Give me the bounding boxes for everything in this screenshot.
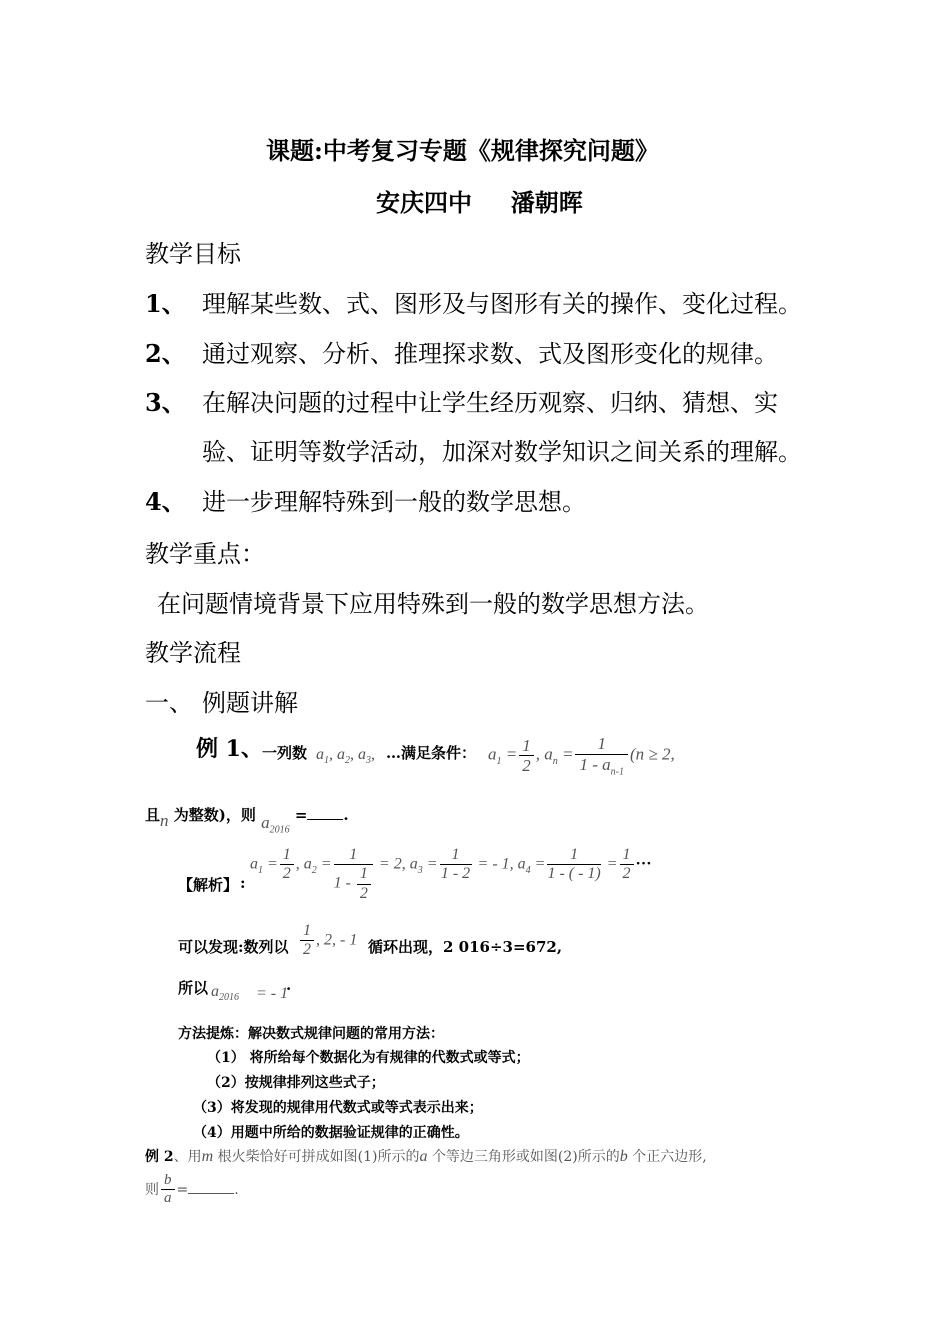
fraction: 1 1 - $\frac{1}{2}$ (334, 846, 373, 903)
fraction: $\frac{1}{2}$ (357, 865, 371, 903)
variable-a: a (419, 1148, 428, 1165)
goal-number: 4、 (145, 487, 186, 516)
tail-prefix: 且 (145, 806, 161, 824)
example1-intro: 一列数 (262, 744, 308, 762)
method-step: （4）用题中所给的数据验证规律的正确性。 (193, 1125, 469, 1141)
focus-text: 在问题情境背景下应用特殊到一般的数学思想方法。 (157, 590, 709, 618)
answer-blank (307, 819, 343, 820)
fraction: $\frac{1}{1 - ( - 1)}$ (547, 846, 601, 883)
find-prefix: 可以发现:数列以 (178, 938, 289, 956)
method-step: （2）按规律排列这些式子； (207, 1075, 385, 1091)
fraction-b-over-a: $\frac{b}{a}$ (161, 1172, 175, 1208)
fraction: $\frac{1}{2}$ (620, 846, 634, 884)
goal-number: 2、 (145, 339, 186, 368)
goal-text: 进一步理解特殊到一般的数学思想。 (202, 488, 586, 516)
section-number: 一、 (145, 689, 193, 717)
example2-text: 根火柴恰好可拼成如图(1)所示的 (217, 1149, 420, 1165)
goal-text: 通过观察、分析、推理探求数、式及图形变化的规律。 (202, 340, 778, 368)
example2-text: 、用 (173, 1149, 202, 1165)
variable-n: n (160, 811, 169, 830)
focus-heading: 教学重点： (145, 540, 265, 568)
example1-tail (145, 804, 349, 836)
flow-heading: 教学流程 (145, 639, 241, 667)
result-value: = - 1 (256, 985, 289, 1002)
example2-label: 例 2 (145, 1149, 174, 1165)
find-suffix: 循环出现，2 016÷3=672, (368, 938, 563, 956)
fraction: $\frac{1}{2}$ (300, 922, 314, 960)
method-title: 方法提炼：解决数式规律问题的常用方法： (178, 1026, 444, 1042)
goal-text: 理解某些数、式、图形及与图形有关的操作、变化过程。 (202, 290, 802, 318)
example2-question (145, 1172, 239, 1208)
example2-statement (145, 1146, 707, 1166)
tail-end: . (343, 806, 349, 824)
page-title: 课题:中考复习专题《规律探究问题》 (266, 136, 659, 165)
analysis-colon: : (240, 874, 246, 892)
example2-text: 个正六边形, (632, 1149, 707, 1165)
fraction: $\frac{1}{1 - 2}$ (440, 846, 471, 883)
goal-text: 在解决问题的过程中让学生经历观察、归纳、猜想、实 (202, 389, 778, 417)
subtitle (376, 183, 583, 218)
analysis-label: 【解析】 (178, 876, 239, 894)
goal-number: 3、 (145, 388, 186, 417)
term-a2016: $a_{2016}$ (261, 813, 290, 836)
tail-middle: 为整数)，则 (173, 806, 256, 824)
ask-prefix: 则 (145, 1181, 159, 1198)
so-prefix: 所以 (178, 979, 209, 997)
ask-equals: = (176, 1181, 189, 1198)
school-name: 安庆四中 (376, 188, 472, 217)
ask-end: . (234, 1181, 239, 1198)
sequence-terms: $a_1$, $a_2$, $a_3$, (316, 746, 375, 767)
tail-equals: = (294, 806, 308, 824)
fraction: $\frac{1}{2}$ (280, 846, 294, 884)
section-title: 例题讲解 (202, 689, 298, 717)
variable-m: m (201, 1148, 214, 1165)
author-name: 潘朝晖 (510, 188, 583, 217)
goals-heading: 教学目标 (145, 240, 241, 268)
method-step: （3）将发现的规律用代数式或等式表示出来； (193, 1100, 483, 1116)
fraction: $\frac{1}{2}$ (519, 736, 534, 776)
example2-text: 个等边三角形或如图(2)所示的 (431, 1149, 620, 1165)
goal-number: 1、 (145, 289, 186, 318)
sequence-values: , 2, - 1 (316, 931, 358, 949)
example1-label: 例 1、 (196, 736, 263, 762)
recurrence-formula: $a_1$ = $\frac{1}{2}$ , $a_n$ = $\frac{1}{1 - a_{n-1}}$ (n ≥ 2, (488, 734, 675, 777)
answer-blank (188, 1193, 234, 1194)
variable-b: b (619, 1148, 628, 1165)
example1-condition: …满足条件： (386, 744, 477, 762)
fraction: $\frac{1}{1 - a_{n-1}}$ (575, 734, 628, 777)
analysis-computation: $a_1$ = $\frac{1}{2}$ , $a_2$ = 1 1 - $\frac{1}{2}$ = 2, $a_3$ = $\frac{1}{1 - 2}$ = - 1, $a_4$ = $\frac{1}{1 - ( - 1)}$ = $\frac{1}{2}$ ··· (250, 846, 652, 902)
method-step: （1） 将所给每个数据化为有规律的代数式或等式； (207, 1050, 530, 1066)
result-term: $a_{2016}$ (211, 983, 239, 1004)
goal-text-continued: 验、证明等数学活动，加深对数学知识之间关系的理解。 (202, 438, 802, 466)
cycle-sequence (298, 922, 357, 960)
result-end: · (286, 980, 292, 998)
